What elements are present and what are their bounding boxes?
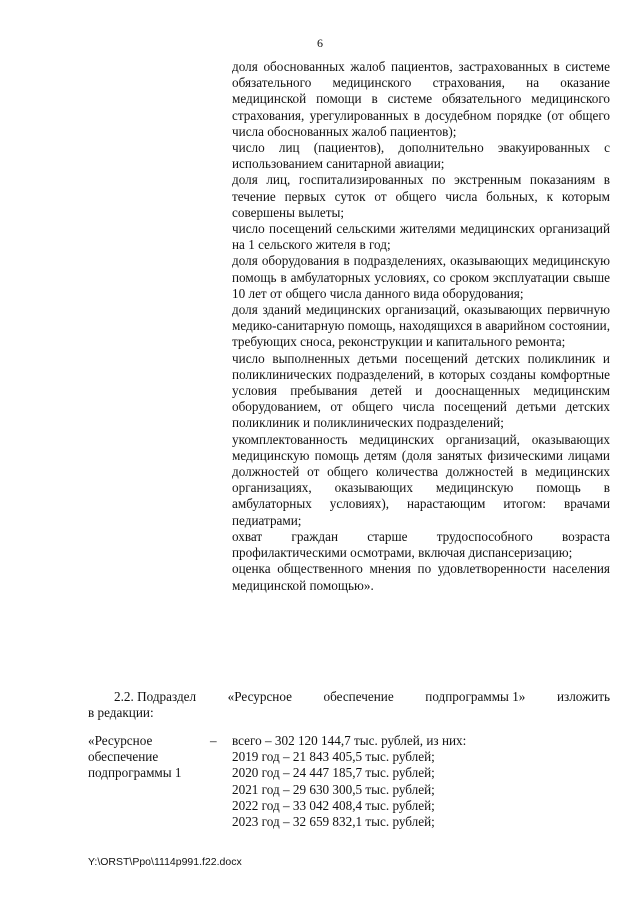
resource-value-line: 2020 год – 24 447 185,7 тыс. рублей; — [232, 765, 435, 781]
resource-value-line: 2021 год – 29 630 300,5 тыс. рублей; — [232, 781, 435, 797]
section-word: изложить — [556, 689, 610, 704]
resource-label — [88, 733, 228, 782]
list-item: оценка общественного мнения по удовлетворенности населения медицинской помощью». — [232, 561, 610, 593]
file-path-footer: Y:\ORST\Ppo\1114p991.f22.docx — [88, 856, 242, 868]
list-item: охват граждан старше трудоспособного возраста профилактическими осмотрами, включая диспансеризацию; — [232, 528, 610, 561]
page-number: 6 — [317, 36, 323, 50]
resource-value-line: 2022 год – 33 042 408,4 тыс. рублей; — [232, 797, 435, 813]
resource-dash: – — [210, 733, 217, 748]
list-item: число лиц (пациентов), дополнительно эвакуированных с использованием санитарной авиации; — [232, 140, 610, 172]
section-word: обеспечение — [323, 689, 394, 704]
list-item: доля зданий медицинских организаций, оказывающих первичную медико-санитарную помощь, находящихся в аварийном состоянии, требующих сноса, реконструкции и капитального ремонта; — [232, 302, 610, 350]
section-word: подпрограммы 1» — [425, 689, 526, 704]
indicator-list — [232, 59, 610, 594]
section-paragraph — [88, 689, 610, 721]
list-item: доля лиц, госпитализированных по экстренным показаниям в течение первых суток от общего числа больных, к которым совершены вылеты; — [232, 172, 610, 220]
resource-values — [232, 733, 610, 830]
list-item: число посещений сельскими жителями медицинских организаций на 1 сельского жителя в год; — [232, 221, 610, 253]
list-item: доля обоснованных жалоб пациентов, застрахованных в системе обязательного медицинского страхования, на оказание медицинской помощи в системе обязательного медицинского страхования, урегулированных в досудебном порядке (от общего числа обоснованных жалоб пациентов); — [232, 59, 610, 139]
section-word: 2.2. Подраздел — [114, 689, 197, 704]
section-heading-continuation: в редакции: — [88, 705, 154, 721]
section-word: «Ресурсное — [227, 689, 292, 704]
resource-value-line: 2019 год – 21 843 405,5 тыс. рублей; — [232, 749, 435, 765]
section-heading-line — [114, 689, 610, 705]
list-item: доля оборудования в подразделениях, оказывающих медицинскую помощь в амбулаторных условиях, со сроком эксплуатации свыше 10 лет от общего числа данного вида оборудования; — [232, 253, 610, 301]
resource-value-line: 2023 год – 32 659 832,1 тыс. рублей; — [232, 814, 435, 830]
resource-value-line: всего – 302 120 144,7 тыс. рублей, из них: — [232, 733, 467, 748]
resource-label-text: «Ресурсное обеспечение подпрограммы 1 — [88, 733, 182, 781]
list-item: укомплектованность медицинских организаций, оказывающих медицинскую помощь детям (доля занятых физическими лицами должностей от общего количества должностей в медицинских организациях, оказывающих медицинскую помощь в амбулаторных условиях), нарастающим итогом: врачами педиатрами; — [232, 431, 610, 528]
list-item: число выполненных детьми посещений детских поликлиник и поликлинических подразделений, в которых созданы комфортные условия пребывания детей и дооснащенных медицинским оборудованием, от общего числа посещений детьми детских поликлиник и поликлинических подразделений; — [232, 350, 610, 431]
